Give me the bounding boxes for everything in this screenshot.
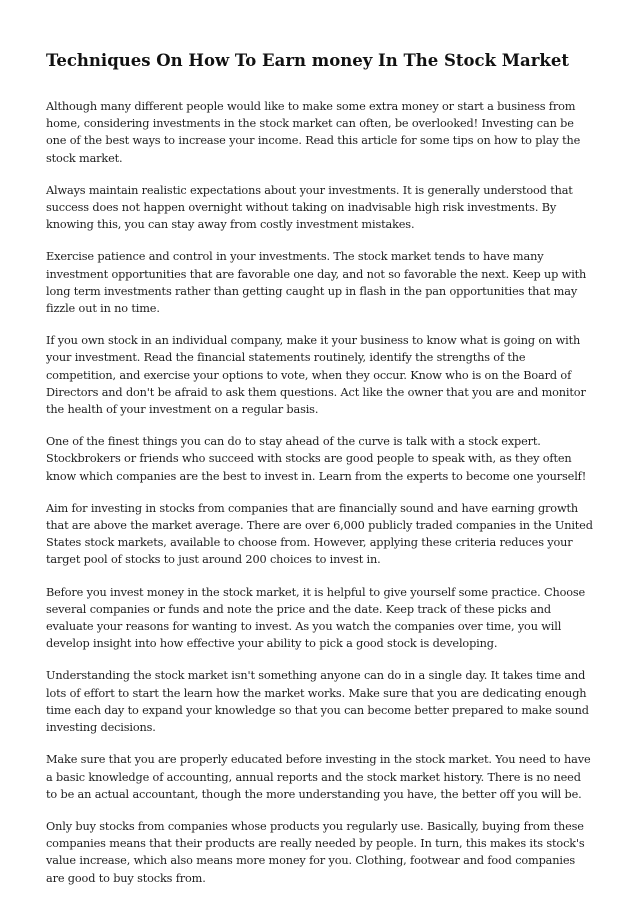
paragraph-4: If you own stock in an individual company, make it your business to know what is going on with your investment. Read the financial statements routinely, identify the strengths of the competition, and exercise your options to vote, when they occur. Know who is on the Board of Directors and don't be afraid to ask them questions. Act like the owner that you are and monitor the health of your investment on a regular basis. — [46, 334, 586, 417]
paragraph-5: One of the finest things you can do to stay ahead of the curve is talk with a stock expert. Stockbrokers or friends who succeed with stocks are good people to speak with, as they often know which companies are the best to invest in. Learn from the experts to become one yourself! — [46, 435, 587, 483]
document-title: Techniques On How To Earn money In The Stock Market — [46, 51, 569, 70]
paragraph-9: Make sure that you are properly educated before investing in the stock market. You need to have a basic knowledge of accounting, annual reports and the stock market history. There is no need to be an actual accountant, though the more understanding you have, the better off you will be. — [46, 753, 591, 801]
paragraph-2: Always maintain realistic expectations about your investments. It is generally understood that success does not happen overnight without taking on inadvisable high risk investments. By knowing this, you can stay away from costly investment mistakes. — [46, 183, 573, 232]
paragraph-1: Although many different people would like to make some extra money or start a business from home, considering investments in the stock market can often, be overlooked! Investing can be one of the best ways to increase your income. Read this article for some tips on how to play the stock market. — [46, 100, 581, 165]
document-page — [46, 50, 594, 902]
paragraph-6: Aim for investing in stocks from companies that are financially sound and have earning growth that are above the market average. There are over 6,000 publicly traded companies in the United States stock markets, available to choose from. However, applying these criteria reduces your target pool of stocks to just around 200 choices to invest in. — [46, 501, 593, 567]
paragraph-7: Before you invest money in the stock market, it is helpful to give yourself some practice. Choose several companies or funds and note the price and the date. Keep track of these picks and evaluate your reasons for wanting to invest. As you watch the companies over time, you will develop insight into how effective your ability to pick a good stock is developing. — [46, 585, 586, 651]
paragraph-10: Only buy stocks from companies whose products you regularly use. Basically, buying from these companies means that their products are really needed by people. In turn, this makes its stock's value increase, which also means more money for you. Clothing, footwear and food companies are good to buy stocks from. — [46, 819, 585, 885]
paragraph-8: Understanding the stock market isn't something anyone can do in a single day. It takes time and lots of effort to start the learn how the market works. Make sure that you are dedicating enough time each day to expand your knowledge so that you can become better prepared to make sound investing decisions. — [46, 669, 589, 735]
paragraph-3: Exercise patience and control in your investments. The stock market tends to have many investment opportunities that are favorable one day, and not so favorable the next. Keep up with long term investments rather than getting caught up in flash in the pan opportunities that may fizzle out in no time. — [46, 250, 587, 316]
